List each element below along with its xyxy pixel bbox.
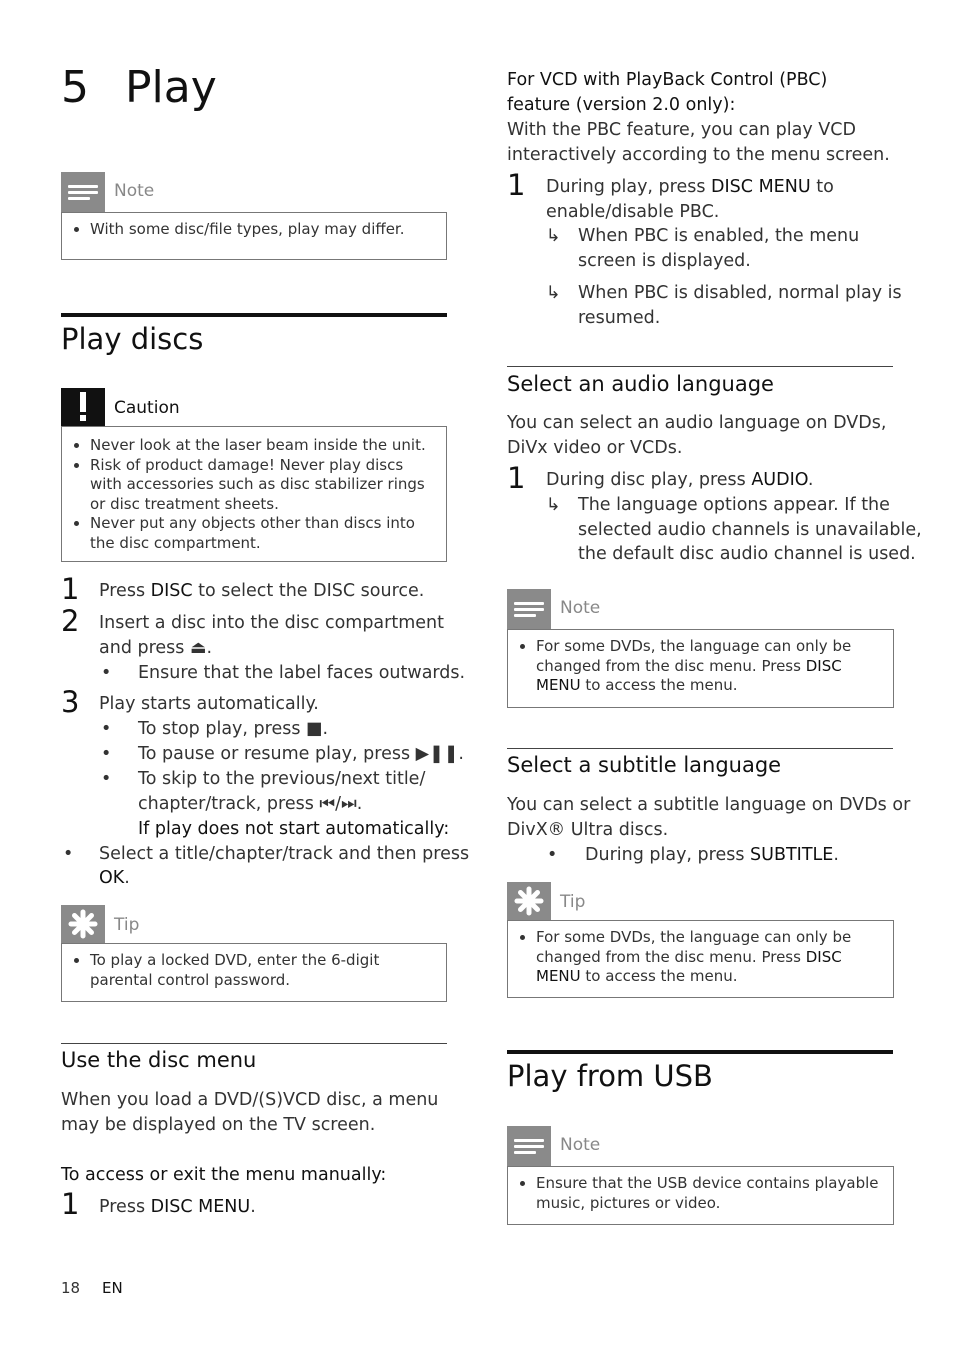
bullet-text: OK. — [99, 868, 130, 888]
chapter-title — [61, 62, 217, 113]
section-title-disc-menu: Use the disc menu — [61, 1048, 257, 1072]
note-body — [61, 212, 447, 260]
section-rule — [507, 366, 893, 367]
note-box — [61, 172, 447, 260]
tip-item: • For some DVDs, the language can only be changed from the disc menu. Press DISC MENU to access the menu. — [536, 928, 883, 987]
body-text: may be displayed on the TV screen. — [61, 1115, 376, 1135]
step-text: Press DISC to select the DISC source. — [99, 581, 425, 601]
section-rule — [507, 748, 893, 749]
result-text: the default disc audio channel is used. — [578, 544, 916, 564]
tip-label: Tip — [560, 892, 586, 912]
body-text: You can select a subtitle language on DVDs or — [507, 795, 911, 815]
section-rule — [61, 1043, 447, 1044]
subheading: feature (version 2.0 only): — [507, 95, 736, 115]
step-number: 1 — [61, 1187, 80, 1221]
bullet-text: To pause or resume play, press ▶❚❚. — [138, 744, 464, 764]
caution-item: • Risk of product damage! Never play discs with accessories such as disc stabilizer rings or disc treatment sheets. — [90, 456, 436, 515]
step-text: Insert a disc into the disc compartment — [99, 613, 444, 633]
body-text: DivX® Ultra discs. — [507, 820, 669, 840]
result-text: The language options appear. If the — [578, 495, 890, 515]
note-item: • For some DVDs, the language can only be changed from the disc menu. Press DISC MENU to access the menu. — [536, 637, 883, 696]
body-text: DiVx video or VCDs. — [507, 438, 683, 458]
result-arrow-icon: ↳ — [546, 226, 561, 246]
chapter-title-text: Play — [125, 62, 217, 113]
step-text: Play starts automatically. — [99, 694, 319, 714]
note-icon — [507, 1126, 551, 1166]
subheading: If play does not start automatically: — [138, 819, 450, 839]
bullet-icon: • — [63, 844, 74, 864]
tip-label: Tip — [114, 915, 140, 935]
note-label: Note — [560, 598, 601, 618]
bullet-icon: • — [101, 769, 112, 789]
tip-body — [507, 920, 894, 998]
step-text: enable/disable PBC. — [546, 202, 720, 222]
step-text: and press ⏏. — [99, 638, 213, 658]
note-body — [507, 1166, 894, 1225]
step-number: 1 — [507, 168, 526, 202]
body-text: When you load a DVD/(S)VCD disc, a menu — [61, 1090, 439, 1110]
bullet-text: Ensure that the label faces outwards. — [138, 663, 466, 683]
section-title-usb: Play from USB — [507, 1059, 713, 1093]
exclamation-icon — [61, 388, 105, 426]
step-text: During play, press DISC MENU to — [546, 177, 834, 197]
caution-label: Caution — [114, 398, 180, 418]
caution-box — [61, 388, 447, 562]
note-label: Note — [560, 1135, 601, 1155]
result-text: When PBC is enabled, the menu — [578, 226, 860, 246]
asterisk-icon — [507, 882, 551, 920]
step-number: 1 — [507, 461, 526, 495]
section-rule — [61, 313, 447, 317]
bullet-icon: • — [101, 719, 112, 739]
bullet-text: To skip to the previous/next title/ — [138, 769, 426, 789]
bullet-icon: • — [101, 663, 112, 683]
bullet-text: Select a title/chapter/track and then press — [99, 844, 470, 864]
result-text: resumed. — [578, 308, 661, 328]
step-text: Press DISC MENU. — [99, 1197, 256, 1217]
result-arrow-icon: ↳ — [546, 283, 561, 303]
asterisk-icon — [61, 905, 105, 943]
bullet-icon: • — [101, 744, 112, 764]
step-number: 2 — [61, 604, 80, 638]
bullet-icon: • — [547, 845, 558, 865]
section-title-play-discs: Play discs — [61, 322, 204, 356]
note-body — [507, 629, 894, 708]
section-rule — [507, 1050, 893, 1054]
language-code: EN — [102, 1279, 123, 1297]
step-text: During disc play, press AUDIO. — [546, 470, 814, 490]
chapter-number: 5 — [61, 62, 89, 113]
bullet-text: To stop play, press ■. — [138, 719, 329, 739]
result-text: screen is displayed. — [578, 251, 751, 271]
step-number: 3 — [61, 685, 80, 719]
result-text: When PBC is disabled, normal play is — [578, 283, 902, 303]
tip-box — [507, 882, 894, 998]
note-item: • With some disc/file types, play may differ. — [90, 220, 436, 240]
note-box — [507, 1126, 894, 1225]
caution-item: • Never put any objects other than discs into the disc compartment. — [90, 514, 436, 553]
subheading: For VCD with PlayBack Control (PBC) — [507, 70, 828, 90]
body-text: With the PBC feature, you can play VCD — [507, 120, 856, 140]
tip-box — [61, 905, 447, 1002]
result-arrow-icon: ↳ — [546, 495, 561, 515]
bullet-text: chapter/track, press ⏮/⏭. — [138, 794, 363, 814]
tip-body — [61, 943, 447, 1002]
body-text: You can select an audio language on DVDs, — [507, 413, 887, 433]
step-number: 1 — [61, 572, 80, 606]
tip-item: • To play a locked DVD, enter the 6-digit parental control password. — [90, 951, 436, 990]
caution-body — [61, 426, 447, 562]
section-title-audio: Select an audio language — [507, 372, 774, 396]
page-number: 18 — [61, 1279, 81, 1297]
note-icon — [61, 172, 105, 212]
caution-item: • Never look at the laser beam inside the unit. — [90, 436, 436, 456]
subheading: To access or exit the menu manually: — [61, 1165, 387, 1185]
bullet-text: During play, press SUBTITLE. — [585, 845, 839, 865]
note-item: • Ensure that the USB device contains playable music, pictures or video. — [536, 1174, 883, 1213]
body-text: interactively according to the menu screen. — [507, 145, 890, 165]
note-label: Note — [114, 181, 155, 201]
note-box — [507, 589, 894, 708]
section-title-subtitle: Select a subtitle language — [507, 753, 782, 777]
result-text: selected audio channels is unavailable, — [578, 520, 922, 540]
note-icon — [507, 589, 551, 629]
